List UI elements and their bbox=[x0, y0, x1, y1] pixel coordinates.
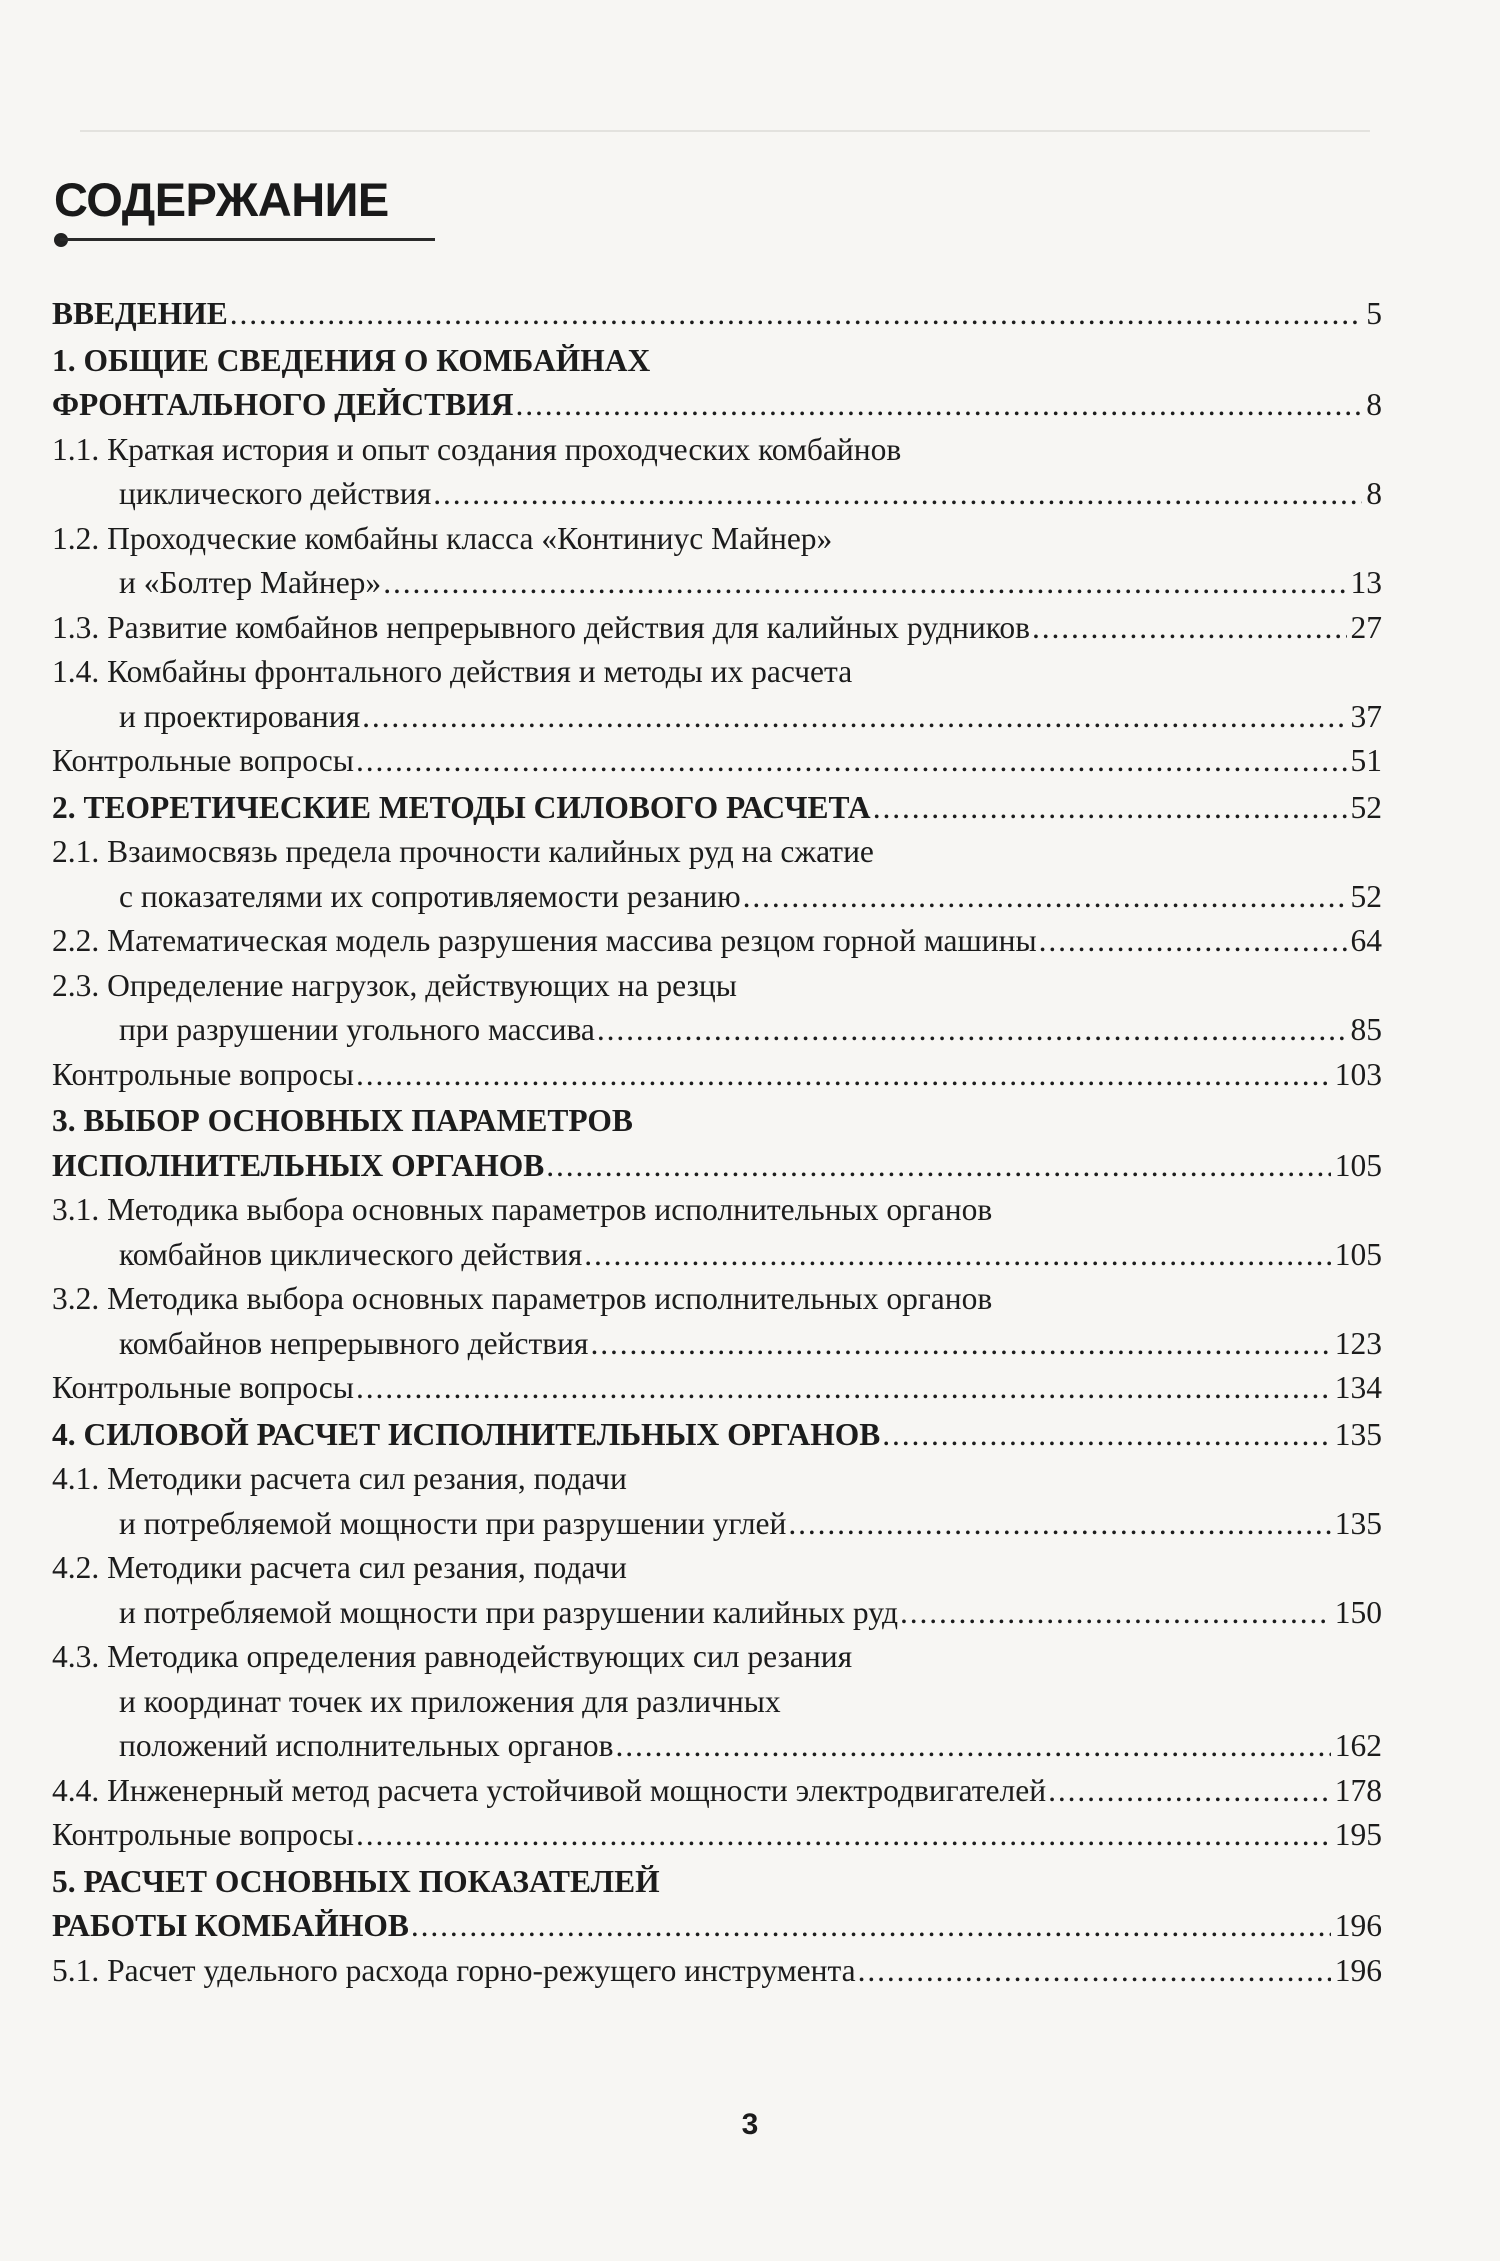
toc-entry-text: Контрольные вопросы bbox=[52, 1056, 354, 1092]
toc-entry bbox=[52, 339, 1382, 428]
toc-entry-line bbox=[52, 339, 1382, 384]
show-through-header-rule bbox=[80, 96, 1370, 132]
toc-entry-line bbox=[52, 1008, 1382, 1053]
toc-entry-text: 3.2. Методика выбора основных параметров исполнительных органов bbox=[52, 1281, 993, 1316]
dot-leader bbox=[873, 786, 1347, 831]
toc-entry-line bbox=[52, 292, 1382, 337]
toc-entry-line bbox=[52, 786, 1382, 831]
toc-entry bbox=[52, 1860, 1382, 1949]
toc-page-number: 8 bbox=[1366, 387, 1382, 422]
toc-entry-text: 2.3. Определение нагрузок, действующих на резцы bbox=[52, 967, 737, 1003]
toc-page-number: 52 bbox=[1350, 878, 1382, 914]
toc-entry-line bbox=[52, 1099, 1382, 1144]
toc-entry-line bbox=[52, 1724, 1382, 1769]
toc-entry-line bbox=[52, 1904, 1382, 1949]
dot-leader bbox=[584, 1233, 1331, 1278]
toc-entry-text: 1.2. Проходческие комбайны класса «Континиус Майнер» bbox=[52, 520, 833, 556]
toc-page-number: 135 bbox=[1334, 1416, 1382, 1452]
dot-leader bbox=[356, 1053, 1331, 1098]
toc-entry bbox=[52, 428, 1382, 517]
dot-leader bbox=[1032, 606, 1346, 651]
toc-entry-text: 2. ТЕОРЕТИЧЕСКИЕ МЕТОДЫ СИЛОВОГО РАСЧЕТА bbox=[52, 789, 871, 825]
toc-entry bbox=[52, 1546, 1382, 1635]
toc-entry-line bbox=[52, 650, 1382, 695]
dot-leader bbox=[882, 1413, 1331, 1458]
toc-entry-line bbox=[52, 1457, 1382, 1502]
toc-entry bbox=[52, 830, 1382, 919]
toc-entry-line bbox=[52, 739, 1382, 784]
dot-leader bbox=[858, 1949, 1331, 1994]
toc-entry-line bbox=[52, 517, 1382, 562]
toc-entry-line bbox=[52, 472, 1382, 517]
page-title: СОДЕРЖАНИЕ bbox=[54, 173, 389, 226]
toc-entry-line bbox=[52, 606, 1382, 651]
toc-entry-line bbox=[52, 1233, 1382, 1278]
toc-page-number: 178 bbox=[1334, 1772, 1382, 1808]
toc-entry-text: ФРОНТАЛЬНОГО ДЕЙСТВИЯ bbox=[52, 387, 514, 422]
toc-entry-text: Контрольные вопросы bbox=[52, 1817, 354, 1852]
toc-entry-line bbox=[52, 1322, 1382, 1367]
toc-entry-line bbox=[52, 383, 1382, 428]
toc-page-number: 8 bbox=[1366, 476, 1382, 511]
toc-entry-line bbox=[52, 964, 1382, 1009]
toc-entry-text: 4.3. Методика определения равнодействующих сил резания bbox=[52, 1639, 853, 1674]
toc-entry-text: 4.2. Методики расчета сил резания, подачи bbox=[52, 1550, 627, 1585]
title-underline bbox=[60, 238, 435, 241]
toc-entry-line bbox=[52, 1635, 1382, 1680]
dot-leader bbox=[1039, 919, 1347, 964]
toc-page-number: 150 bbox=[1334, 1594, 1382, 1630]
toc-entry-line bbox=[52, 830, 1382, 875]
toc-page-number: 105 bbox=[1334, 1147, 1382, 1183]
toc-page-number: 134 bbox=[1334, 1370, 1382, 1405]
toc-entry-line bbox=[52, 561, 1382, 606]
toc-entry bbox=[52, 1188, 1382, 1277]
toc-entry-line bbox=[52, 695, 1382, 740]
toc-page-number: 52 bbox=[1350, 789, 1382, 825]
toc-entry bbox=[52, 1635, 1382, 1769]
toc-entry-text: 4.1. Методики расчета сил резания, подачи bbox=[52, 1461, 627, 1496]
dot-leader bbox=[1048, 1769, 1331, 1814]
toc-entry-line bbox=[52, 428, 1382, 473]
dot-leader bbox=[356, 739, 1347, 784]
dot-leader bbox=[433, 472, 1362, 517]
toc-entry-line bbox=[52, 1502, 1382, 1547]
toc-entry bbox=[52, 964, 1382, 1053]
dot-leader bbox=[743, 875, 1347, 920]
toc-entry bbox=[52, 1277, 1382, 1366]
toc-entry-line bbox=[52, 1188, 1382, 1233]
toc-entry bbox=[52, 1413, 1382, 1458]
dot-leader bbox=[597, 1008, 1347, 1053]
toc-entry-line bbox=[52, 1813, 1382, 1858]
page-number: 3 bbox=[741, 2108, 759, 2141]
dot-leader bbox=[590, 1322, 1330, 1367]
toc-entry bbox=[52, 1949, 1382, 1994]
dot-leader bbox=[515, 383, 1362, 428]
toc-entry-line bbox=[52, 1546, 1382, 1591]
toc-entry-line bbox=[52, 1680, 1382, 1725]
dot-leader bbox=[900, 1591, 1331, 1636]
toc-entry-text: 5.1. Расчет удельного расхода горно-режущего инструмента bbox=[52, 1952, 856, 1988]
toc-entry-text: 3.1. Методика выбора основных параметров исполнительных органов bbox=[52, 1192, 993, 1227]
toc-entry bbox=[52, 650, 1382, 739]
toc-entry-line bbox=[52, 1860, 1382, 1905]
toc-entry bbox=[52, 919, 1382, 964]
toc-entry bbox=[52, 606, 1382, 651]
toc-entry-text: 2.1. Взаимосвязь предела прочности калийных руд на сжатие bbox=[52, 834, 874, 869]
toc-entry bbox=[52, 1769, 1382, 1814]
toc-page-number: 135 bbox=[1334, 1505, 1382, 1541]
toc-entry-line bbox=[52, 875, 1382, 920]
toc-page-number: 27 bbox=[1350, 609, 1382, 645]
dot-leader bbox=[546, 1144, 1331, 1189]
toc-entry bbox=[52, 1053, 1382, 1098]
toc-entry-line bbox=[52, 1591, 1382, 1636]
dot-leader bbox=[383, 561, 1346, 606]
dot-leader bbox=[411, 1904, 1331, 1949]
toc-entry-line bbox=[52, 1413, 1382, 1458]
toc-page-number: 85 bbox=[1350, 1012, 1382, 1047]
toc-entry-text: и координат точек их приложения для различных bbox=[119, 1683, 781, 1719]
toc-entry-text: и потребляемой мощности при разрушении углей bbox=[119, 1505, 787, 1541]
toc-entry-line bbox=[52, 919, 1382, 964]
toc-entry-text: и «Болтер Майнер» bbox=[119, 565, 382, 600]
toc-entry-text: 3. ВЫБОР ОСНОВНЫХ ПАРАМЕТРОВ bbox=[52, 1103, 633, 1138]
toc-entry-line bbox=[52, 1366, 1382, 1411]
toc-page-number: 103 bbox=[1334, 1056, 1382, 1092]
toc-page-number: 196 bbox=[1334, 1908, 1382, 1943]
dot-leader bbox=[356, 1366, 1331, 1411]
toc-entry bbox=[52, 517, 1382, 606]
toc-entry-text: Контрольные вопросы bbox=[52, 1370, 354, 1405]
toc-entry bbox=[52, 292, 1382, 337]
toc-entry-text: Контрольные вопросы bbox=[52, 743, 354, 778]
toc-entry-text: циклического действия bbox=[119, 476, 432, 511]
toc-entry-line bbox=[52, 1769, 1382, 1814]
toc-page-number: 51 bbox=[1350, 743, 1382, 778]
toc-page-number: 195 bbox=[1334, 1817, 1382, 1852]
toc-entry-text: и проектирования bbox=[119, 698, 361, 734]
table-of-contents bbox=[52, 290, 1382, 1993]
toc-entry bbox=[52, 739, 1382, 784]
dot-leader bbox=[362, 695, 1346, 740]
toc-entry-text: комбайнов непрерывного действия bbox=[119, 1325, 589, 1361]
toc-entry bbox=[52, 786, 1382, 831]
dot-leader bbox=[788, 1502, 1330, 1547]
toc-entry bbox=[52, 1366, 1382, 1411]
title-block bbox=[54, 172, 389, 227]
toc-entry-line bbox=[52, 1277, 1382, 1322]
toc-page-number: 123 bbox=[1334, 1325, 1382, 1361]
toc-entry-text: 1.4. Комбайны фронтального действия и методы их расчета bbox=[52, 654, 853, 689]
toc-entry-text: 1.1. Краткая история и опыт создания проходческих комбайнов bbox=[52, 431, 902, 467]
toc-page-number: 13 bbox=[1350, 565, 1382, 600]
toc-entry-text: 5. РАСЧЕТ ОСНОВНЫХ ПОКАЗАТЕЛЕЙ bbox=[52, 1863, 660, 1899]
toc-entry bbox=[52, 1457, 1382, 1546]
toc-page-number: 64 bbox=[1350, 923, 1382, 958]
toc-entry-text: 4.4. Инженерный метод расчета устойчивой мощности электродвигателей bbox=[52, 1772, 1047, 1808]
toc-entry-text: РАБОТЫ КОМБАЙНОВ bbox=[52, 1908, 409, 1943]
toc-page-number: 196 bbox=[1334, 1952, 1382, 1988]
toc-entry-text: комбайнов циклического действия bbox=[119, 1236, 583, 1272]
toc-entry-line bbox=[52, 1949, 1382, 1994]
dot-leader bbox=[615, 1724, 1330, 1769]
toc-entry-text: 4. СИЛОВОЙ РАСЧЕТ ИСПОЛНИТЕЛЬНЫХ ОРГАНОВ bbox=[52, 1416, 881, 1452]
dot-leader bbox=[356, 1813, 1331, 1858]
toc-entry-text: 1.3. Развитие комбайнов непрерывного действия для калийных рудников bbox=[52, 609, 1031, 645]
toc-page-number: 105 bbox=[1334, 1236, 1382, 1272]
toc-entry-text: 1. ОБЩИЕ СВЕДЕНИЯ О КОМБАЙНАХ bbox=[52, 342, 651, 378]
toc-entry-text: ВВЕДЕНИЕ bbox=[52, 296, 228, 331]
toc-page-number: 162 bbox=[1334, 1728, 1382, 1763]
toc-entry-text: положений исполнительных органов bbox=[119, 1728, 614, 1763]
toc-page-number: 5 bbox=[1366, 296, 1382, 331]
toc-entry bbox=[52, 1099, 1382, 1188]
toc-entry-text: ИСПОЛНИТЕЛЬНЫХ ОРГАНОВ bbox=[52, 1147, 545, 1183]
toc-entry-text: с показателями их сопротивляемости резанию bbox=[119, 878, 741, 914]
toc-entry-line bbox=[52, 1144, 1382, 1189]
toc-entry-line bbox=[52, 1053, 1382, 1098]
toc-entry-text: и потребляемой мощности при разрушении калийных руд bbox=[119, 1594, 899, 1630]
dot-leader bbox=[230, 292, 1363, 337]
toc-entry bbox=[52, 1813, 1382, 1858]
toc-entry-text: при разрушении угольного массива bbox=[119, 1012, 595, 1047]
toc-page-number: 37 bbox=[1350, 698, 1382, 734]
toc-entry-text: 2.2. Математическая модель разрушения массива резцом горной машины bbox=[52, 923, 1037, 958]
